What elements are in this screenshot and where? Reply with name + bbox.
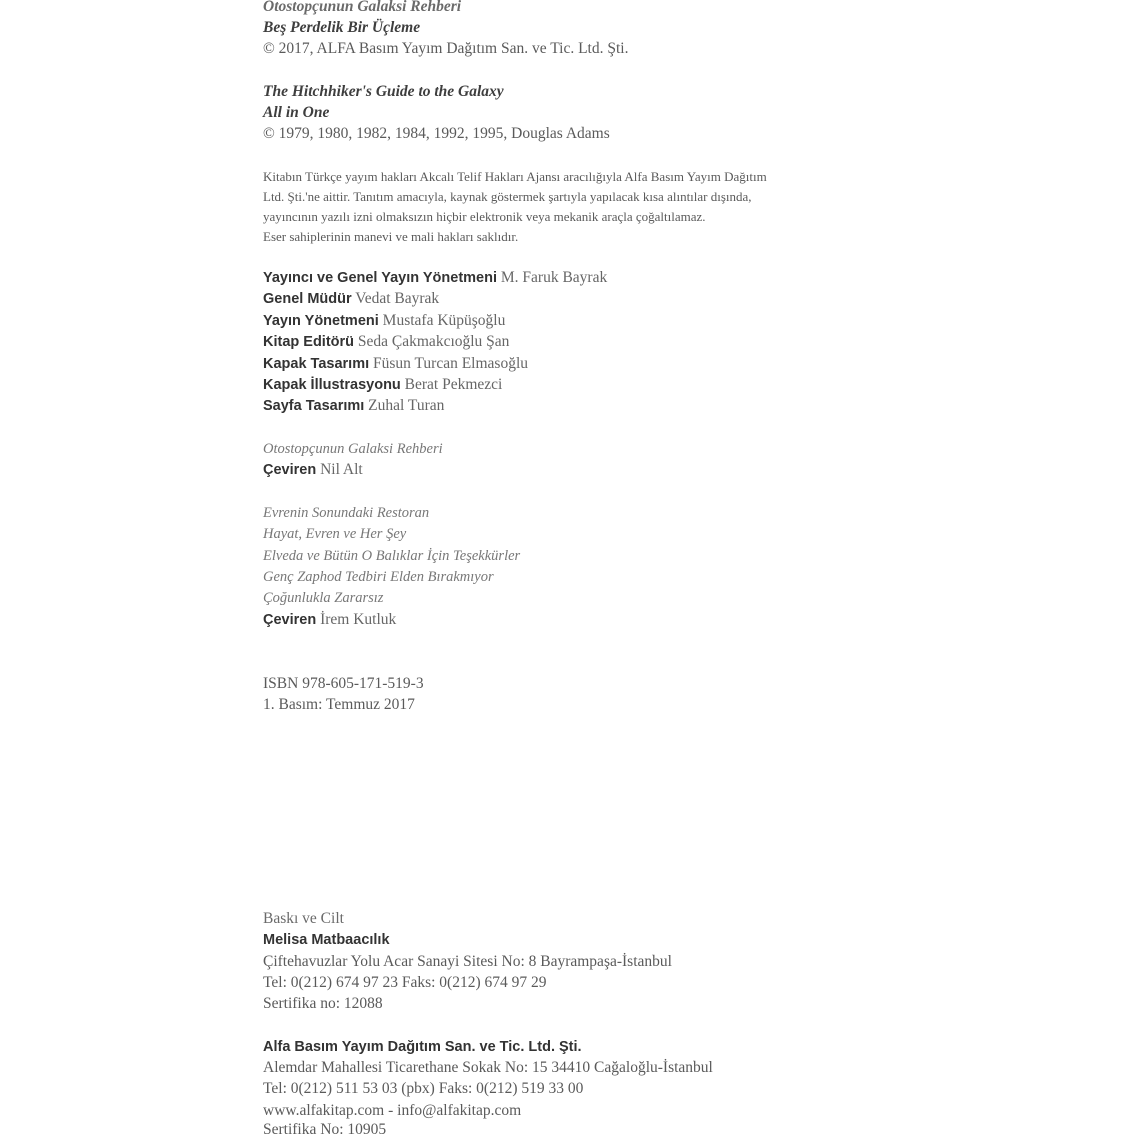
credit-label: Genel Müdür <box>263 291 352 307</box>
rights-notice-line: Eser sahiplerinin manevi ve mali hakları saklıdır. <box>263 229 519 244</box>
book-title: Hayat, Evren ve Her Şey <box>263 526 407 542</box>
credit-label: Yayın Yönetmeni <box>263 313 379 329</box>
isbn: ISBN 978-605-171-519-3 <box>263 675 424 692</box>
translator-row <box>263 610 396 630</box>
turkish-subtitle: Beş Perdelik Bir Üçleme <box>263 19 421 36</box>
turkish-copyright: © 2017, ALFA Basım Yayım Dağıtım San. ve Tic. Ltd. Şti. <box>263 40 629 57</box>
credit-value: M. Faruk Bayrak <box>500 269 608 286</box>
edition: 1. Basım: Temmuz 2017 <box>263 696 415 713</box>
translator-label: Çeviren <box>263 612 317 628</box>
book-title: Otostopçunun Galaksi Rehberi <box>263 441 443 457</box>
translator-row <box>263 460 363 480</box>
rights-notice-line: Kitabın Türkçe yayım hakları Akcalı Telif Hakları Ajansı aracılığıyla Alfa Basım Yayım Dağıtım <box>263 169 767 184</box>
book-title: Elveda ve Bütün O Balıklar İçin Teşekkürler <box>263 548 521 564</box>
credit-row <box>263 375 502 395</box>
publisher-certificate: Sertifika No: 10905 <box>263 1121 387 1138</box>
publisher-web[interactable]: www.alfakitap.com - info@alfakitap.com <box>263 1102 522 1119</box>
credit-value: Berat Pekmezci <box>404 376 503 393</box>
book-title: Evrenin Sonundaki Restoran <box>263 505 430 521</box>
credit-row <box>263 396 444 416</box>
printer-certificate: Sertifika no: 12088 <box>263 995 383 1012</box>
printer-phone: Tel: 0(212) 674 97 23 Faks: 0(212) 674 97 29 <box>263 974 547 991</box>
turkish-title: Otostopçunun Galaksi Rehberi <box>263 0 462 15</box>
rights-notice-line: yayıncının yazılı izni olmaksızın hiçbir elektronik veya mekanik araçla çoğaltılamaz. <box>263 209 706 224</box>
credit-label: Kapak İllustrasyonu <box>263 377 401 393</box>
credit-value: Seda Çakmakcıoğlu Şan <box>357 333 510 350</box>
book-title: Genç Zaphod Tedbiri Elden Bırakmıyor <box>263 569 494 585</box>
credit-value: Füsun Turcan Elmasoğlu <box>373 355 529 372</box>
publisher-address: Alemdar Mahallesi Ticarethane Sokak No: 15 34410 Cağaloğlu-İstanbul <box>263 1059 713 1076</box>
credit-row <box>263 354 528 374</box>
credit-label: Kitap Editörü <box>263 334 355 350</box>
credit-label: Kapak Tasarımı <box>263 356 370 372</box>
printer-address: Çiftehavuzlar Yolu Acar Sanayi Sitesi No: 8 Bayrampaşa-İstanbul <box>263 953 672 970</box>
publisher-name: Alfa Basım Yayım Dağıtım San. ve Tic. Ltd. Şti. <box>263 1039 582 1055</box>
credit-row <box>263 332 509 352</box>
credit-row <box>263 311 505 331</box>
copyright-page <box>263 0 983 1140</box>
translator-name: İrem Kutluk <box>320 611 397 628</box>
rights-notice-line: Ltd. Şti.'ne aittir. Tanıtım amacıyla, kaynak göstermek şartıyla yapılacak kısa alıntılar dışında, <box>263 189 752 204</box>
credit-row <box>263 289 439 309</box>
original-copyright: © 1979, 1980, 1982, 1984, 1992, 1995, Douglas Adams <box>263 125 610 142</box>
original-subtitle: All in One <box>263 104 330 121</box>
publisher-phone: Tel: 0(212) 511 53 03 (pbx) Faks: 0(212) 519 33 00 <box>263 1080 584 1097</box>
translator-label: Çeviren <box>263 462 317 478</box>
credit-value: Mustafa Küpüşoğlu <box>382 312 506 329</box>
credit-row <box>263 268 607 288</box>
credit-label: Sayfa Tasarımı <box>263 398 365 414</box>
credit-label: Yayıncı ve Genel Yayın Yönetmeni <box>263 270 497 286</box>
credit-value: Vedat Bayrak <box>355 290 440 307</box>
printer-heading: Baskı ve Cilt <box>263 910 344 927</box>
printer-name: Melisa Matbaacılık <box>263 932 390 948</box>
original-title: The Hitchhiker's Guide to the Galaxy <box>263 83 504 100</box>
translator-name: Nil Alt <box>320 461 363 478</box>
credit-value: Zuhal Turan <box>368 397 445 414</box>
book-title: Çoğunlukla Zararsız <box>263 590 384 606</box>
